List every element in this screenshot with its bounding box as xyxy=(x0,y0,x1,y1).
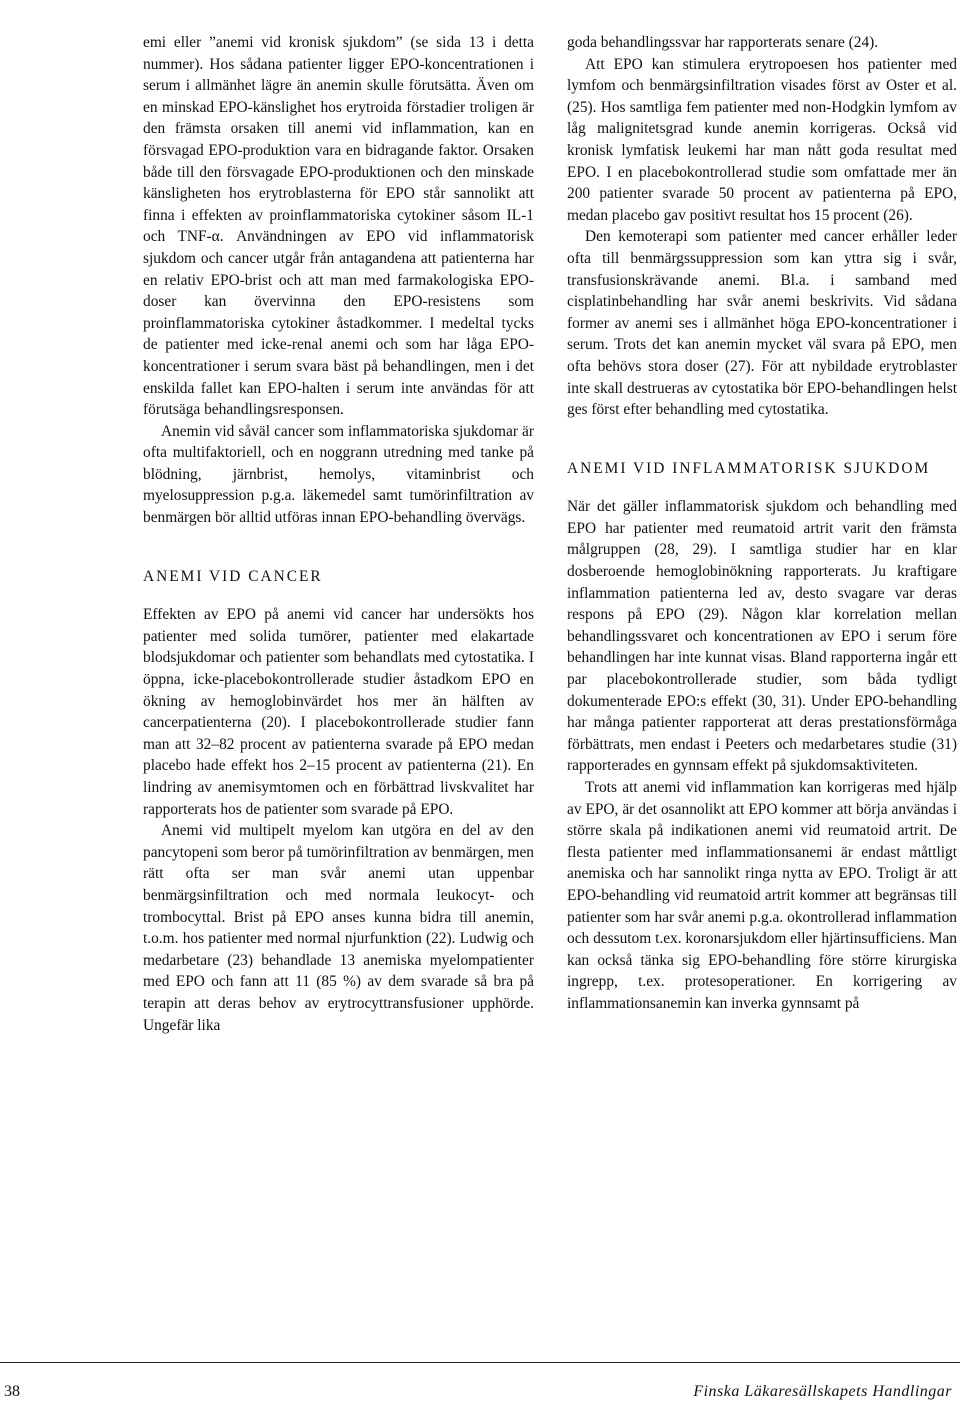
left-column xyxy=(143,32,534,1036)
paragraph-multipelt-myelom: Anemi vid multipelt myelom kan utgöra en del av den pancytopeni som beror på tumörinfiltration av benmärgen, men rätt ofta ser man svår anemi utan uppenbar benmärgsinfiltration och med normala leukocyt- och trombocyttal. Brist på EPO anses kunna bidra till anemin, t.o.m. hos patienter med normal njurfunktion (22). Ludwig och medarbetare (23) behandlade 13 anemiska myelompatienter med EPO och fann att 11 (85 %) av dem svarade så bra på terapin att deras behov av erytrocyttransfusioner upphörde. Ungefär lika xyxy=(143,822,534,1034)
page-number: 38 xyxy=(4,1383,20,1400)
intro-paragraph: emi eller ”anemi vid kronisk sjukdom” (se sida 13 i detta nummer). Hos sådana patienter ligger EPO-koncentrationen i serum i allmänhet lägre än anemin skulle förutsätta. Även om en minskad EPO-känslighet hos erytroida förstadier troligen är den främsta orsaken till anemi vid inflammation, kan en försvagad EPO-produktion vara en bidragande faktor. Orsaken både till den försvagade EPO-produktionen och den minskade känsligheten hos erytroblasterna för EPO står sannolikt att finna i effekten av proinflammatoriska cytokiner såsom IL-1 och TNF-α. Användningen av EPO vid inflammatorisk sjukdom och cancer utgår från antagandena att patienterna har en relativ EPO-brist och att man med farmakologiska EPO-doser kan övervinna den EPO-resistens som proinflammatoriska cytokiner åstadkommer. I medeltal tycks de patienter med icke-renal anemi och som har låga EPO-koncentrationer i serum svara bäst på behandlingen, men i det enskilda fallet kan EPO-halten i serum inte användas för att förutsäga behandlingsresponsen. xyxy=(143,34,534,419)
section-heading-anemi-vid-cancer: ANEMI VID CANCER xyxy=(143,567,323,585)
journal-name: Finska Läkaresällskapets Handlingar xyxy=(693,1383,952,1400)
right-column xyxy=(567,32,957,1015)
paragraph-multifactorial-anemia: Anemin vid såväl cancer som inflammatoriska sjukdomar är ofta multifaktoriell, och en noggrann utredning med tanke på blödning, järnbrist, hemolys, vitaminbrist och myelosuppression p.g.a. läkemedel samt tumörinfiltration av benmärgen bör alltid utföras innan EPO-behandling övervägs. xyxy=(143,422,534,527)
footer-divider xyxy=(0,1362,960,1363)
paragraph-inflammationsanemi: Trots att anemi vid inflammation kan korrigeras med hjälp av EPO, är det osannolikt att EPO kommer att börja användas i större skala på indikationen anemi vid reumatoid artrit. De flesta patienter med inflammationsanemi är endast måttligt anemiska och har sannolikt ringa nytta av EPO. Troligt är att EPO-behandling vid reumatoid artrit kommer att begränsas till patienter som har svår anemi p.g.a. okontrollerad inflammation och dessutom t.ex. koronarsjukdom eller hjärtinsufficiens. Man kan också tänka sig EPO-behandling före större kirurgiska ingrepp, t.ex. protesoperationer. En korrigering av inflammationsanemin kan inverka gynnsamt på xyxy=(567,779,957,1012)
paragraph-continuation: goda behandlingssvar har rapporterats senare (24). xyxy=(567,34,879,51)
section-heading-anemi-vid-inflammatorisk-sjukdom: ANEMI VID INFLAMMATORISK SJUKDOM xyxy=(567,459,931,477)
paragraph-epo-cancer-effect: Effekten av EPO på anemi vid cancer har undersökts hos patienter med solida tumörer, patienter med elakartade blodsjukdomar och patienter som behandlats med cytostatika. I öppna, icke-placebokontrollerade studier åstadkom EPO en ökning av hemoglobinvärdet hos mer än hälften av cancerpatienterna (20). I placebokontrollerade studier fann man att 32–82 procent av patienterna svarade på EPO medan placebo hade effekt hos 2–15 procent av patienterna (21). En lindring av anemisymtomen och en förbättrad livskvalitet har rapporterats hos de patienter som svarade på EPO. xyxy=(143,606,534,818)
paragraph-reumatoid-artrit: När det gäller inflammatorisk sjukdom och behandling med EPO har patienter med reumatoid artrit varit den främsta målgruppen (28, 29). I samtliga studier har en klar dosberoende hemoglobinökning rapporterats. Ju kraftigare inflammation patienterna led av, desto svagare var deras respons på EPO (29). Någon klar korrelation mellan behandlingssvaret och koncentrationen av EPO i serum före behandlingen har inte kunnat visas. Bland rapporterna ingår ett par placebokontrollerade studier, som båda tydligt dokumenterade EPO:s effekt (30, 31). Under EPO-behandling har många patienter rapporterat att deras prestationsförmåga förbättrats, men endast i Peeters och medarbetares studie (31) rapporterades en gynnsam effekt på sjukdomsaktiviteten. xyxy=(567,498,957,775)
paragraph-kemoterapi: Den kemoterapi som patienter med cancer erhåller leder ofta till benmärgssuppression som kan yttra sig i svår, transfusionskrävande anemi. Bl.a. i samband med cisplatinbehandling har svår anemi beskrivits. Vid sådana former av anemi ses i allmänhet höga EPO-koncentrationer i serum. Trots det kan anemin mycket väl svara på EPO, men ofta behövs stora doser (27). För att nybildade erytroblaster inte skall destrueras av cytostatika bör EPO-behandlingen helst ges först efter behandling med cytostatika. xyxy=(567,228,957,419)
paragraph-lymfom: Att EPO kan stimulera erytropoesen hos patienter med lymfom och benmärgsinfiltration visades först av Oster et al. (25). Hos samtliga fem patienter med non-Hodgkin lymfom av låg malignitetsgrad kunde anemin korrigeras. Också vid kronisk lymfatisk leukemi har man nått goda resultat med EPO. I en placebokontrollerad studie som omfattade mer än 200 patienter svarade 50 procent av patienterna på EPO, medan placebo gav positivt resultat hos 15 procent (26). xyxy=(567,55,957,224)
